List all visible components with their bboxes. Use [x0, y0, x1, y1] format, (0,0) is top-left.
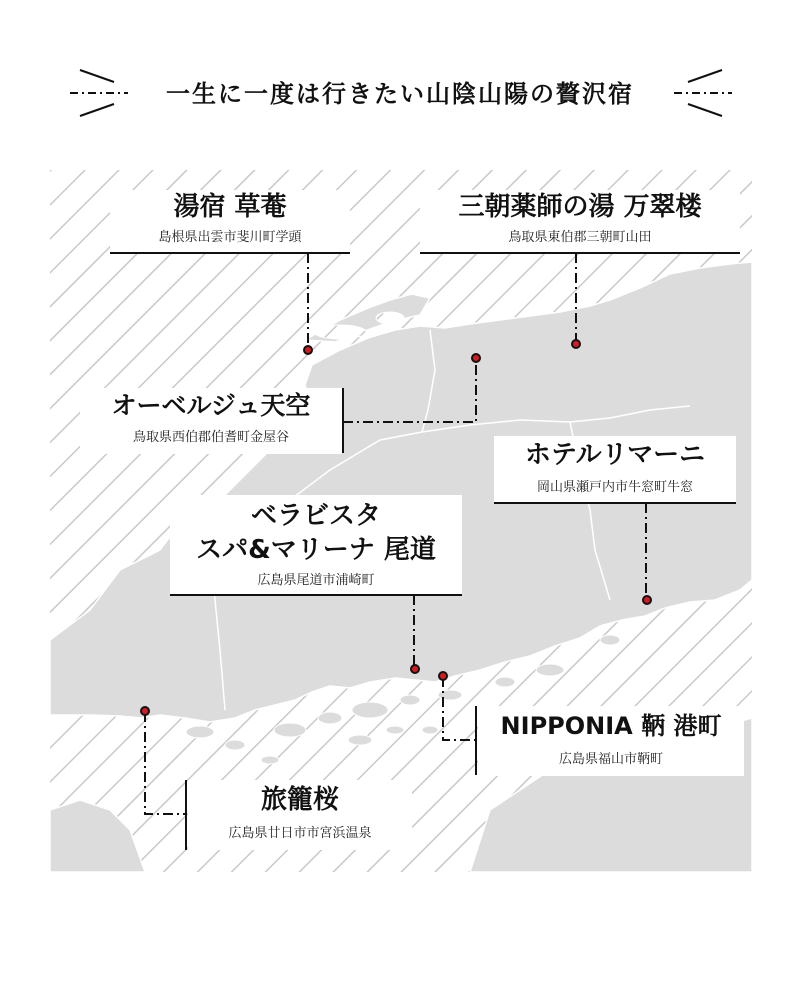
pin-hatago-sakura[interactable]	[140, 706, 150, 716]
callout-hatago-sakura[interactable]	[188, 780, 412, 850]
pin-misasa-bansuiro[interactable]	[571, 339, 581, 349]
pin-hotel-limani[interactable]	[642, 595, 652, 605]
place-address: 広島県廿日市市宮浜温泉	[228, 826, 372, 841]
place-name: ホテルリマーニ	[524, 440, 706, 470]
line-hatago-sakura	[145, 712, 186, 814]
callout-hotel-limani[interactable]	[494, 436, 736, 504]
pin-auberge-tenku[interactable]	[471, 353, 481, 363]
pin-yuyado-soan[interactable]	[303, 345, 313, 355]
map-title: 一生に一度は行きたい山陰山陽の贅沢宿	[166, 80, 634, 108]
callout-yuyado-soan[interactable]	[110, 190, 350, 254]
place-name: NIPPONIA 鞆 港町	[500, 712, 722, 740]
place-name: オーベルジュ天空	[111, 391, 311, 420]
place-address: 広島県福山市鞆町	[558, 752, 663, 767]
place-name: 旅籠桜	[260, 785, 339, 815]
callout-misasa-bansuiro[interactable]	[420, 190, 740, 254]
place-address: 鳥取県東伯郡三朝町山田	[508, 230, 652, 245]
place-name-line1: ベラビスタ	[250, 501, 381, 531]
line-auberge-tenku	[343, 360, 476, 422]
place-name-line2: スパ&マリーナ 尾道	[196, 535, 436, 565]
callout-auberge-tenku[interactable]	[80, 388, 342, 454]
callout-nipponia-tomo[interactable]	[478, 706, 744, 776]
place-address: 島根県出雲市斐川町学頭	[158, 230, 302, 245]
line-nipponia	[443, 677, 476, 740]
place-address: 岡山県瀬戸内市牛窓町牛窓	[536, 480, 693, 495]
pin-bellavista[interactable]	[410, 664, 420, 674]
callout-bellavista[interactable]	[170, 495, 462, 596]
pin-nipponia-tomo[interactable]	[438, 671, 448, 681]
place-name: 三朝薬師の湯 万翠楼	[458, 192, 702, 222]
place-address: 広島県尾道市浦崎町	[257, 573, 375, 588]
place-name: 湯宿 草菴	[173, 192, 287, 222]
place-address: 鳥取県西伯郡伯耆町金屋谷	[132, 430, 289, 445]
